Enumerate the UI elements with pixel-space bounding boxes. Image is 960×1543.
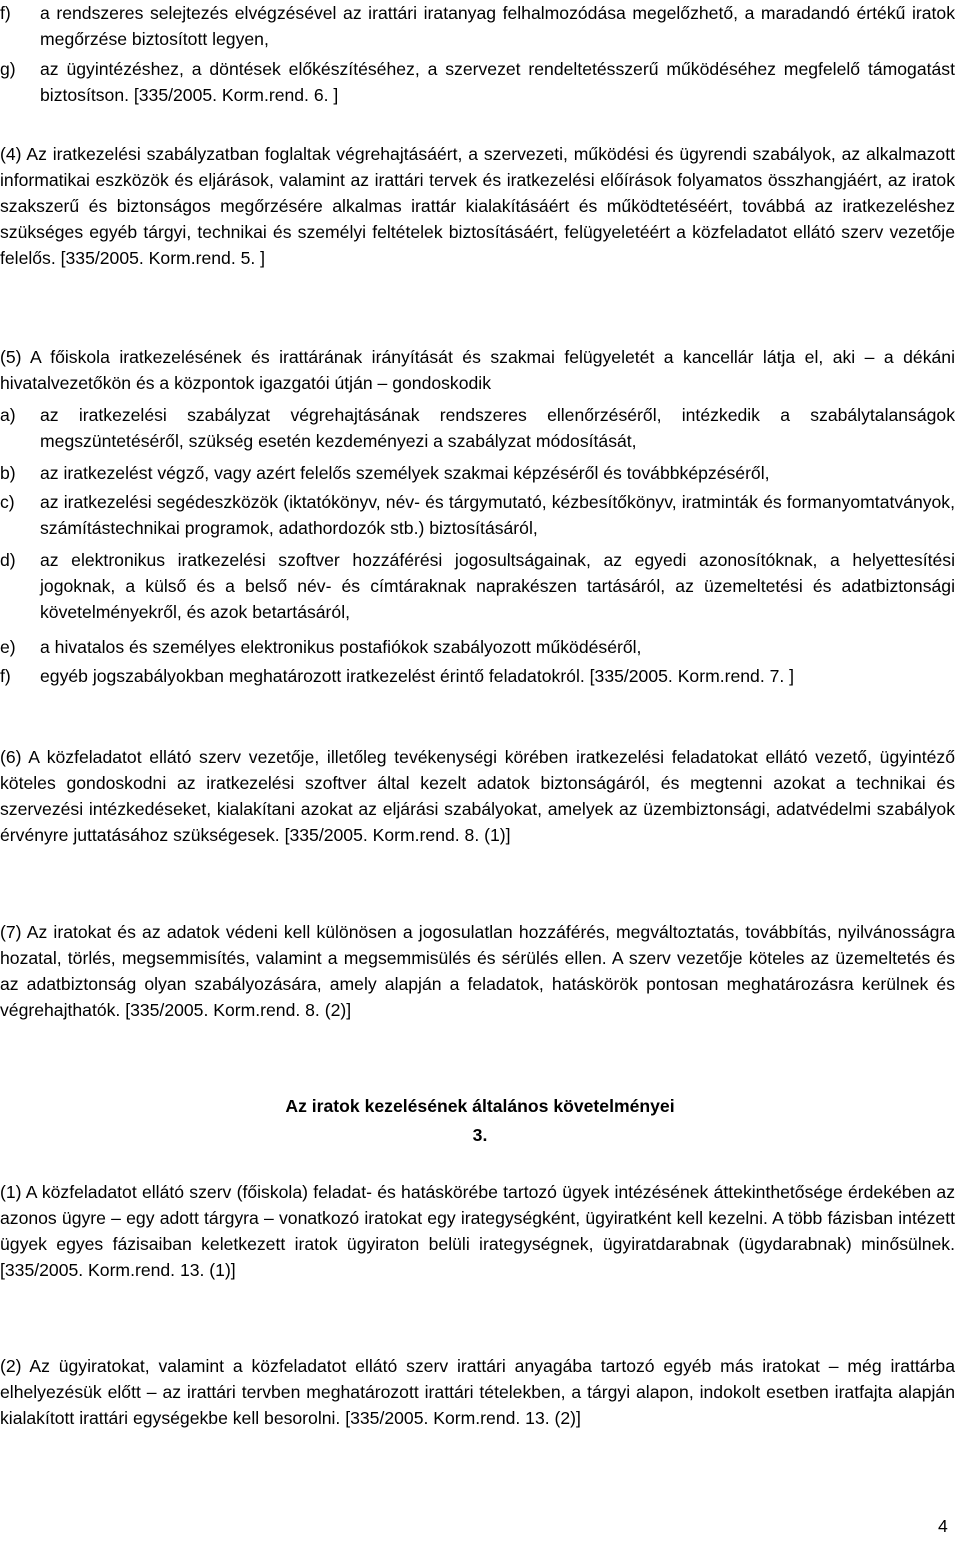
- list-item-text: az iratkezelési segédeszközök (iktatókönyv, név- és tárgymutató, kézbesítőkönyv, iratminták és formanyomtatványok, számítástechnikai programok, adathordozók stb.) biztosításáról,: [40, 492, 955, 538]
- list-item-text: az ügyintézéshez, a döntések előkészítéséhez, a szervezet rendeltetésszerű működéséhez megfelelő támogatást biztosítson. [335/2005. Korm.rend. 6. ]: [40, 59, 955, 105]
- section-3-paragraph-1: (1) A közfeladatot ellátó szerv (főiskola) feladat- és hatáskörébe tartozó ügyek intézésének áttekinthetősége érdekében az azonos ügyre – egy adott tárgyra – vonatkozó iratokat egy irategységként, ügyiratként kell kezelni. A több fázisban intézett ügyek egyes fázisaiban keletkezett iratok ügyiraton belüli irategységnek, ügyiratdarabnak (ügydarabnak) minősülnek. [335/2005. Korm.rend. 13. (1)]: [0, 1182, 955, 1280]
- list-item-c: [0, 489, 955, 541]
- page-number: 4: [938, 1516, 948, 1536]
- list-item-label: g): [0, 59, 16, 79]
- paragraph-4: (4) Az iratkezelési szabályzatban foglaltak végrehajtásáért, a szervezeti, működési és ügyrendi szabályok, az alkalmazott informatikai eszközök és eljárások, valamint az irattári tervek és iratkezelési előírások folyamatos összhangjáért, az iratok szakszerű és biztonságos megőrzésére alkalmas irattár kialakításáért és működtetéséért, továbbá az iratkezeléshez szükséges egyéb tárgyi, technikai és személyi feltételek biztosításáért, felügyeletéért a közfeladatot ellátó szerv vezetője felelős. [335/2005. Korm.rend. 5. ]: [0, 144, 955, 268]
- list-item-text: a hivatalos és személyes elektronikus postafiókok szabályozott működéséről,: [40, 637, 642, 657]
- list-item-f: [0, 0, 955, 52]
- list-item-label: a): [0, 405, 16, 425]
- paragraph-5-intro: (5) A főiskola iratkezelésének és irattárának irányítását és szakmai felügyeletét a kancellár látja el, aki – a dékáni hivatalvezetőkön és a központok igazgatói útján – gondoskodik: [0, 347, 955, 393]
- list-item-e: [0, 634, 955, 660]
- section-title: Az iratok kezelésének általános követelményei: [285, 1096, 675, 1116]
- list-item-label: e): [0, 637, 16, 657]
- section-3-paragraph-2: (2) Az ügyiratokat, valamint a közfeladatot ellátó szerv irattári anyagába tartozó egyéb más iratokat – még irattárba elhelyezésük előtt – az irattári tervben meghatározott irattári tételekben, a tárgyi alapon, indokolt esetben iratfajta alapján kialakított irattári egységekbe kell besorolni. [335/2005. Korm.rend. 13. (2)]: [0, 1356, 955, 1428]
- paragraph-7: (7) Az iratokat és az adatok védeni kell különösen a jogosulatlan hozzáférés, megváltoztatás, továbbítás, nyilvánosságra hozatal, törlés, megsemmisítés, valamint a megsemmisülés és sérülés ellen. A szerv vezetője köteles az üzemeltetés és az adatbiztonság olyan szabályozására, amely alapján a feladatok, hatáskörök pontosan meghatározásra kerülnek és végrehajthatók. [335/2005. Korm.rend. 8. (2)]: [0, 922, 955, 1020]
- list-item-text: az elektronikus iratkezelési szoftver hozzáférési jogosultságainak, az egyedi azonosítóknak, a helyettesítési jogoknak, a külső és a belső név- és címtáraknak naprakészen tartásáról, az üzemeltetési és adatbiztonsági követelményekről, és azok betartásáról,: [40, 550, 955, 622]
- list-item-text: a rendszeres selejtezés elvégzésével az irattári iratanyag felhalmozódása megelőzhető, a maradandó értékű iratok megőrzése biztosított legyen,: [40, 3, 955, 49]
- list-item-d: [0, 547, 955, 625]
- list-item-b: [0, 460, 955, 486]
- list-item-label: f): [0, 3, 11, 23]
- section-number: 3.: [472, 1125, 488, 1145]
- paragraph-6: (6) A közfeladatot ellátó szerv vezetője, illetőleg tevékenységi körében iratkezelési feladatokat ellátó vezető, ügyintéző köteles gondoskodni az iratkezelési szoftver által kezelt adatok biztonságáról, és megtenni azokat a technikai és szervezési intézkedéseket, kialakítani azokat az eljárási szabályokat, amelyek az üzembiztonsági, adatvédelmi szabályok érvényre juttatásához szükségesek. [335/2005. Korm.rend. 8. (1)]: [0, 747, 955, 845]
- list-item-label: b): [0, 463, 16, 483]
- list-item-text: egyéb jogszabályokban meghatározott iratkezelést érintő feladatokról. [335/2005. Korm.rend. 7. ]: [40, 666, 795, 686]
- list-item-f2: [0, 663, 955, 689]
- list-item-label: f): [0, 666, 11, 686]
- list-item-g: [0, 56, 955, 108]
- list-item-label: c): [0, 492, 15, 512]
- list-item-a: [0, 402, 955, 454]
- list-item-label: d): [0, 550, 16, 570]
- list-item-text: az iratkezelési szabályzat végrehajtásának rendszeres ellenőrzéséről, intézkedik a szabálytalanságok megszüntetéséről, szükség esetén kezdeményezi a szabályzat módosítását,: [40, 405, 955, 451]
- list-item-text: az iratkezelést végző, vagy azért felelős személyek szakmai képzéséről és továbbképzéséről,: [40, 463, 770, 483]
